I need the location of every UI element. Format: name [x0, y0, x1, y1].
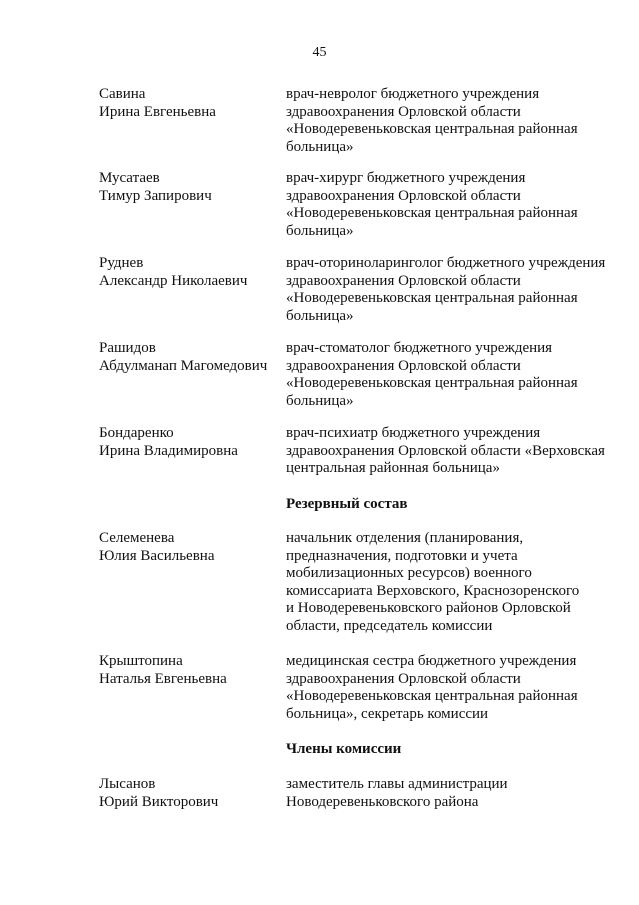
- person-position: [286, 530, 626, 635]
- person-position: [286, 170, 626, 240]
- position-line: больница»: [286, 307, 354, 324]
- surname: Савина: [99, 86, 146, 102]
- position-line: заместитель главы администрации: [286, 776, 508, 792]
- position-line: области, председатель комиссии: [286, 617, 493, 634]
- surname: Лысанов: [99, 776, 156, 792]
- person-position: [286, 776, 626, 811]
- position-line: «Новодеревеньковская центральная районная: [286, 205, 578, 221]
- section-heading-members: Члены комиссии: [286, 741, 402, 757]
- surname: Рашидов: [99, 340, 156, 356]
- position-line: больница»: [286, 138, 354, 155]
- person-position: [286, 340, 626, 410]
- position-line: здравоохранения Орловской области: [286, 103, 521, 120]
- given-names: Наталья Евгеньевна: [99, 670, 227, 687]
- position-line: комиссариата Верховского, Краснозоренского: [286, 582, 580, 599]
- given-names: Абдулманап Магомедович: [99, 357, 268, 374]
- page-number: 45: [312, 45, 327, 60]
- position-line: предназначения, подготовки и учета: [286, 547, 518, 564]
- position-line: здравоохранения Орловской области: [286, 272, 521, 289]
- person-name: [99, 340, 284, 375]
- person-name: [99, 530, 284, 565]
- given-names: Юрий Викторович: [99, 793, 219, 810]
- position-line: врач-стоматолог бюджетного учреждения: [286, 340, 553, 356]
- position-line: центральная районная больница»: [286, 460, 500, 476]
- position-line: здравоохранения Орловской области: [286, 357, 521, 374]
- person-name: [99, 425, 284, 460]
- surname: Мусатаев: [99, 170, 160, 186]
- person-position: [286, 653, 626, 723]
- surname: Бондаренко: [99, 425, 174, 441]
- surname: Крыштопина: [99, 653, 183, 669]
- person-name: [99, 776, 284, 811]
- position-line: мобилизационных ресурсов) военного: [286, 565, 532, 581]
- given-names: Александр Николаевич: [99, 272, 248, 289]
- person-position: [286, 86, 626, 156]
- position-line: здравоохранения Орловской области: [286, 187, 521, 204]
- position-line: больница», секретарь комиссии: [286, 705, 489, 722]
- position-line: больница»: [286, 222, 354, 239]
- position-line: врач-хирург бюджетного учреждения: [286, 170, 526, 186]
- given-names: Ирина Владимировна: [99, 442, 238, 459]
- person-name: [99, 653, 284, 688]
- position-line: «Новодеревеньковская центральная районная: [286, 121, 578, 137]
- given-names: Ирина Евгеньевна: [99, 103, 216, 120]
- position-line: врач-невролог бюджетного учреждения: [286, 86, 540, 102]
- position-line: «Новодеревеньковская центральная районная: [286, 375, 578, 391]
- position-line: здравоохранения Орловской области: [286, 670, 521, 687]
- person-position: [286, 425, 626, 478]
- position-line: врач-оториноларинголог бюджетного учреждения: [286, 255, 606, 271]
- person-position: [286, 255, 626, 325]
- person-name: [99, 86, 284, 121]
- position-line: Новодеревеньковского района: [286, 793, 479, 810]
- position-line: «Новодеревеньковская центральная районная: [286, 290, 578, 306]
- surname: Селеменева: [99, 530, 175, 546]
- surname: Руднев: [99, 255, 144, 271]
- position-line: «Новодеревеньковская центральная районная: [286, 688, 578, 704]
- person-name: [99, 255, 284, 290]
- position-line: начальник отделения (планирования,: [286, 530, 524, 546]
- given-names: Тимур Запирович: [99, 187, 212, 204]
- section-heading-reserve: Резервный состав: [286, 496, 408, 512]
- position-line: больница»: [286, 392, 354, 409]
- position-line: медицинская сестра бюджетного учреждения: [286, 653, 577, 669]
- position-line: здравоохранения Орловской области «Верховская: [286, 442, 605, 459]
- given-names: Юлия Васильевна: [99, 547, 215, 564]
- position-line: и Новодеревеньковского районов Орловской: [286, 600, 571, 616]
- position-line: врач-психиатр бюджетного учреждения: [286, 425, 541, 441]
- person-name: [99, 170, 284, 205]
